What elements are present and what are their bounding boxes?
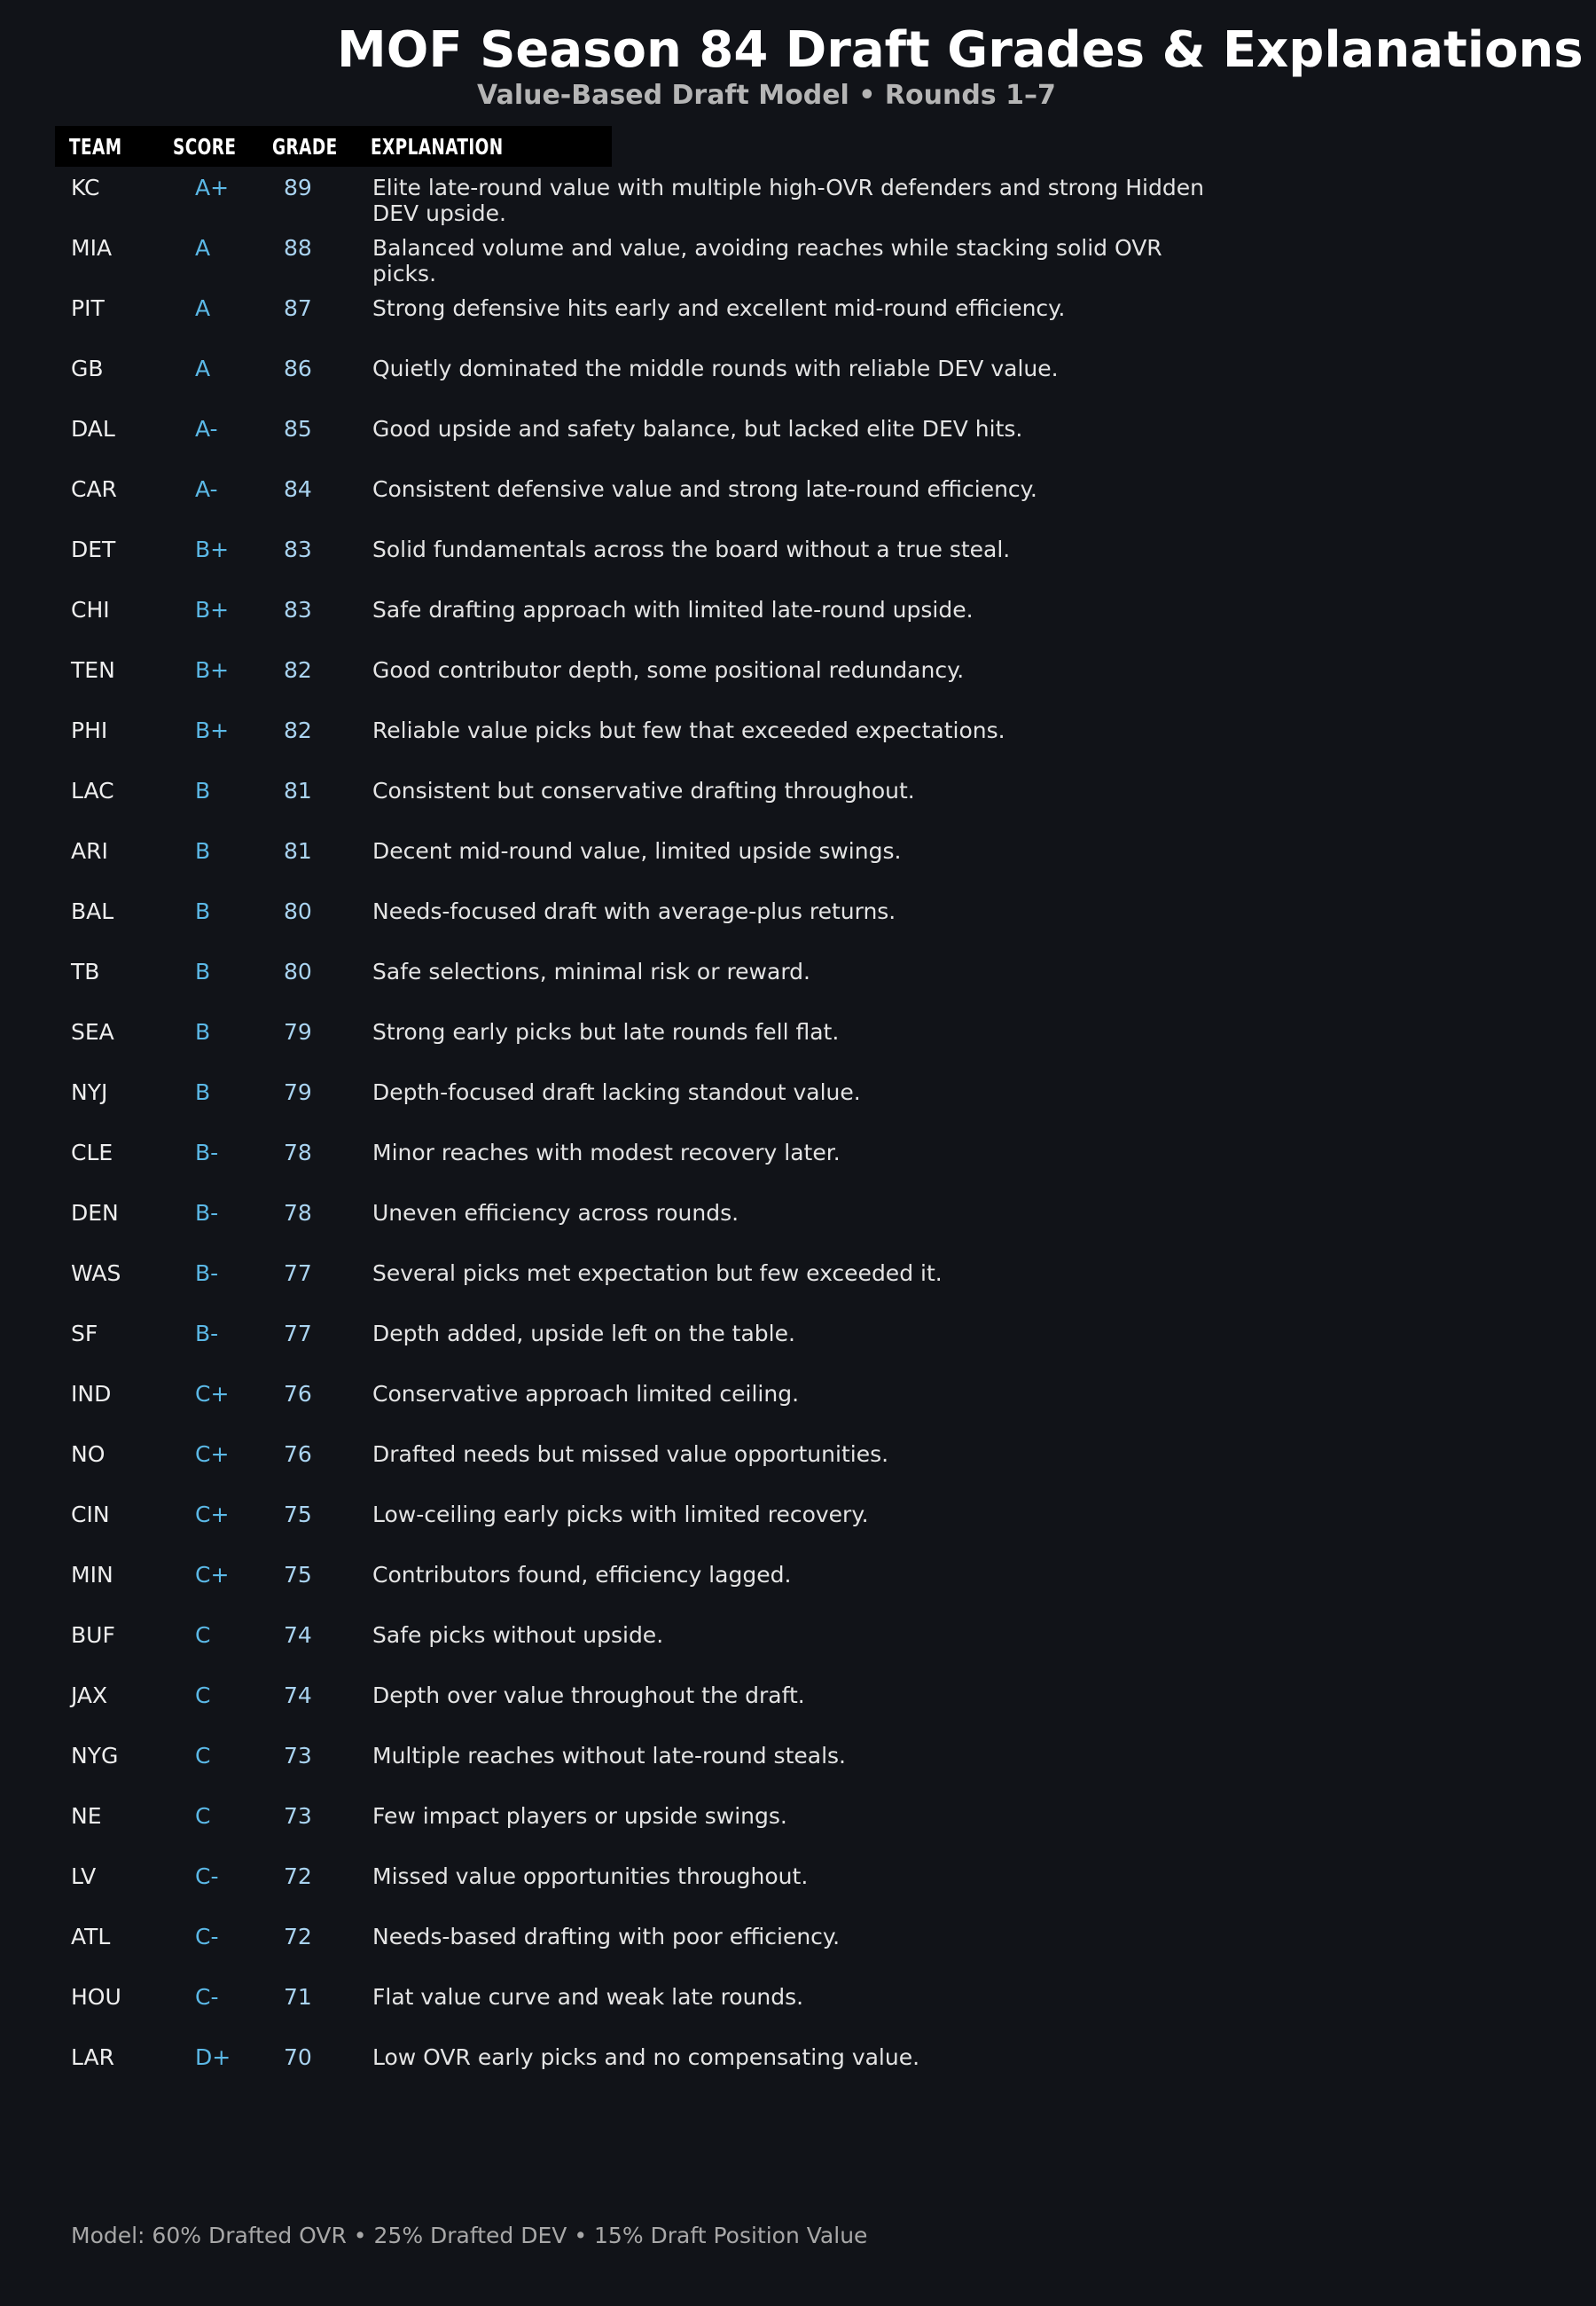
explanation-cell: Reliable value picks but few that exceeded expectations. xyxy=(372,718,1005,743)
explanation-cell: Good contributor depth, some positional redundancy. xyxy=(372,657,965,683)
table-row xyxy=(0,652,1596,712)
table-row xyxy=(0,290,1596,350)
score-cell: A xyxy=(195,295,211,321)
score-cell: C+ xyxy=(195,1502,230,1527)
table-row xyxy=(0,712,1596,773)
team-cell: MIN xyxy=(71,1562,113,1588)
score-cell: C xyxy=(195,1682,211,1708)
grade-cell: 88 xyxy=(284,235,312,261)
explanation-cell: Minor reaches with modest recovery later. xyxy=(372,1140,841,1165)
team-cell: LAR xyxy=(71,2044,114,2070)
grade-cell: 82 xyxy=(284,718,312,743)
explanation-cell: Uneven efficiency across rounds. xyxy=(372,1200,739,1226)
team-cell: BUF xyxy=(71,1622,115,1648)
score-cell: B xyxy=(195,959,211,984)
explanation-cell: Contributors found, efficiency lagged. xyxy=(372,1562,792,1588)
score-cell: C+ xyxy=(195,1381,230,1407)
explanation-cell: Multiple reaches without late-round steals. xyxy=(372,1743,846,1769)
table-row xyxy=(0,1557,1596,1617)
grade-cell: 85 xyxy=(284,416,312,442)
table-row xyxy=(0,471,1596,531)
table-row xyxy=(0,350,1596,411)
table-row xyxy=(0,773,1596,833)
table-row xyxy=(0,1436,1596,1496)
grade-cell: 75 xyxy=(284,1502,312,1527)
team-cell: TEN xyxy=(71,657,115,683)
explanation-cell: Good upside and safety balance, but lacked elite DEV hits. xyxy=(372,416,1023,442)
table-row xyxy=(0,531,1596,592)
explanation-cell: Drafted needs but missed value opportunities. xyxy=(372,1441,889,1467)
grade-cell: 83 xyxy=(284,537,312,562)
explanation-cell: Quietly dominated the middle rounds with reliable DEV value. xyxy=(372,356,1059,381)
table-row xyxy=(0,1134,1596,1195)
team-cell: CIN xyxy=(71,1502,110,1527)
table-row xyxy=(0,893,1596,953)
score-cell: B+ xyxy=(195,537,230,562)
grades-table-body xyxy=(0,169,1596,2099)
team-cell: ARI xyxy=(71,838,108,864)
table-row xyxy=(0,592,1596,652)
explanation-cell: Decent mid-round value, limited upside swings. xyxy=(372,838,902,864)
table-row xyxy=(0,411,1596,471)
column-header-explanation: EXPLANATION xyxy=(371,134,504,160)
table-row xyxy=(0,1496,1596,1557)
team-cell: KC xyxy=(71,175,100,200)
explanation-cell: Strong early picks but late rounds fell flat. xyxy=(372,1019,840,1045)
grade-cell: 78 xyxy=(284,1140,312,1165)
table-row xyxy=(0,169,1596,230)
table-row xyxy=(0,953,1596,1014)
grade-cell: 83 xyxy=(284,597,312,623)
grade-cell: 82 xyxy=(284,657,312,683)
explanation-cell: Consistent defensive value and strong late-round efficiency. xyxy=(372,476,1037,502)
team-cell: PIT xyxy=(71,295,105,321)
explanation-cell: Conservative approach limited ceiling. xyxy=(372,1381,800,1407)
explanation-cell: Balanced volume and value, avoiding reaches while stacking solid OVR picks. xyxy=(372,235,1162,286)
team-cell: HOU xyxy=(71,1984,121,2010)
explanation-cell: Low OVR early picks and no compensating value. xyxy=(372,2044,920,2070)
score-cell: B+ xyxy=(195,657,230,683)
team-cell: NO xyxy=(71,1441,106,1467)
team-cell: MIA xyxy=(71,235,113,261)
score-cell: B xyxy=(195,898,211,924)
table-row xyxy=(0,833,1596,893)
explanation-cell: Consistent but conservative drafting throughout. xyxy=(372,778,915,804)
grade-cell: 70 xyxy=(284,2044,312,2070)
score-cell: A xyxy=(195,356,211,381)
team-cell: NE xyxy=(71,1803,102,1829)
model-footnote: Model: 60% Drafted OVR • 25% Drafted DEV • 15% Draft Position Value xyxy=(71,2223,868,2248)
table-row xyxy=(0,1195,1596,1255)
grade-cell: 89 xyxy=(284,175,312,200)
table-header xyxy=(55,126,612,167)
table-row xyxy=(0,1255,1596,1315)
grade-cell: 79 xyxy=(284,1019,312,1045)
score-cell: C- xyxy=(195,1924,219,1949)
explanation-cell: Flat value curve and weak late rounds. xyxy=(372,1984,804,2010)
team-cell: GB xyxy=(71,356,104,381)
table-row xyxy=(0,230,1596,290)
team-cell: ATL xyxy=(71,1924,111,1949)
score-cell: B xyxy=(195,838,211,864)
table-row xyxy=(0,1918,1596,1979)
grade-cell: 81 xyxy=(284,778,312,804)
team-cell: SEA xyxy=(71,1019,114,1045)
team-cell: CLE xyxy=(71,1140,113,1165)
grade-cell: 79 xyxy=(284,1079,312,1105)
score-cell: A xyxy=(195,235,211,261)
explanation-cell: Low-ceiling early picks with limited recovery. xyxy=(372,1502,869,1527)
table-row xyxy=(0,1617,1596,1677)
team-cell: WAS xyxy=(71,1260,121,1286)
team-cell: LAC xyxy=(71,778,114,804)
grade-cell: 74 xyxy=(284,1622,312,1648)
explanation-cell: Needs-focused draft with average-plus returns. xyxy=(372,898,896,924)
team-cell: PHI xyxy=(71,718,108,743)
team-cell: NYG xyxy=(71,1743,119,1769)
score-cell: B- xyxy=(195,1260,219,1286)
team-cell: DEN xyxy=(71,1200,119,1226)
explanation-cell: Solid fundamentals across the board without a true steal. xyxy=(372,537,1011,562)
explanation-cell: Safe picks without upside. xyxy=(372,1622,664,1648)
grade-cell: 80 xyxy=(284,959,312,984)
column-header-grade: GRADE xyxy=(272,134,338,160)
team-cell: BAL xyxy=(71,898,114,924)
score-cell: B- xyxy=(195,1200,219,1226)
team-cell: SF xyxy=(71,1321,98,1346)
explanation-cell: Safe selections, minimal risk or reward. xyxy=(372,959,810,984)
table-row xyxy=(0,1014,1596,1074)
grade-cell: 74 xyxy=(284,1682,312,1708)
score-cell: B- xyxy=(195,1321,219,1346)
team-cell: CAR xyxy=(71,476,117,502)
grade-cell: 73 xyxy=(284,1743,312,1769)
column-header-score: SCORE xyxy=(173,134,237,160)
page-title: MOF Season 84 Draft Grades & Explanations xyxy=(337,21,1584,79)
grade-cell: 73 xyxy=(284,1803,312,1829)
explanation-cell: Elite late-round value with multiple high-OVR defenders and strong Hidden DEV upside. xyxy=(372,175,1204,226)
score-cell: B- xyxy=(195,1140,219,1165)
score-cell: B xyxy=(195,1019,211,1045)
team-cell: LV xyxy=(71,1863,97,1889)
grade-cell: 76 xyxy=(284,1441,312,1467)
grade-cell: 76 xyxy=(284,1381,312,1407)
score-cell: A+ xyxy=(195,175,230,200)
team-cell: JAX xyxy=(71,1682,108,1708)
explanation-cell: Missed value opportunities throughout. xyxy=(372,1863,809,1889)
team-cell: NYJ xyxy=(71,1079,108,1105)
score-cell: C xyxy=(195,1743,211,1769)
score-cell: D+ xyxy=(195,2044,231,2070)
score-cell: B+ xyxy=(195,718,230,743)
grade-cell: 75 xyxy=(284,1562,312,1588)
table-row xyxy=(0,2039,1596,2099)
score-cell: C+ xyxy=(195,1441,230,1467)
grade-cell: 87 xyxy=(284,295,312,321)
page-subtitle: Value-Based Draft Model • Rounds 1–7 xyxy=(477,80,1056,111)
grade-cell: 78 xyxy=(284,1200,312,1226)
team-cell: DAL xyxy=(71,416,115,442)
table-row xyxy=(0,1798,1596,1858)
explanation-cell: Strong defensive hits early and excellent mid-round efficiency. xyxy=(372,295,1066,321)
score-cell: C xyxy=(195,1622,211,1648)
grade-cell: 86 xyxy=(284,356,312,381)
table-row xyxy=(0,1677,1596,1737)
grade-cell: 80 xyxy=(284,898,312,924)
table-row xyxy=(0,1979,1596,2039)
explanation-cell: Depth added, upside left on the table. xyxy=(372,1321,795,1346)
score-cell: C- xyxy=(195,1863,219,1889)
table-row xyxy=(0,1858,1596,1918)
score-cell: C- xyxy=(195,1984,219,2010)
explanation-cell: Depth over value throughout the draft. xyxy=(372,1682,805,1708)
explanation-cell: Few impact players or upside swings. xyxy=(372,1803,787,1829)
grade-cell: 72 xyxy=(284,1924,312,1949)
explanation-cell: Needs-based drafting with poor efficiency. xyxy=(372,1924,841,1949)
team-cell: TB xyxy=(71,959,100,984)
score-cell: B xyxy=(195,778,211,804)
explanation-cell: Several picks met expectation but few exceeded it. xyxy=(372,1260,943,1286)
grade-cell: 84 xyxy=(284,476,312,502)
grade-cell: 71 xyxy=(284,1984,312,2010)
grade-cell: 72 xyxy=(284,1863,312,1889)
team-cell: IND xyxy=(71,1381,112,1407)
explanation-cell: Depth-focused draft lacking standout value. xyxy=(372,1079,861,1105)
score-cell: C xyxy=(195,1803,211,1829)
table-row xyxy=(0,1074,1596,1134)
table-row xyxy=(0,1315,1596,1376)
explanation-cell: Safe drafting approach with limited late-round upside. xyxy=(372,597,974,623)
table-row xyxy=(0,1376,1596,1436)
table-row xyxy=(0,1737,1596,1798)
grade-cell: 77 xyxy=(284,1321,312,1346)
grade-cell: 77 xyxy=(284,1260,312,1286)
team-cell: CHI xyxy=(71,597,110,623)
grade-cell: 81 xyxy=(284,838,312,864)
score-cell: A- xyxy=(195,476,218,502)
score-cell: C+ xyxy=(195,1562,230,1588)
score-cell: A- xyxy=(195,416,218,442)
team-cell: DET xyxy=(71,537,116,562)
column-header-team: TEAM xyxy=(69,134,122,160)
score-cell: B xyxy=(195,1079,211,1105)
score-cell: B+ xyxy=(195,597,230,623)
